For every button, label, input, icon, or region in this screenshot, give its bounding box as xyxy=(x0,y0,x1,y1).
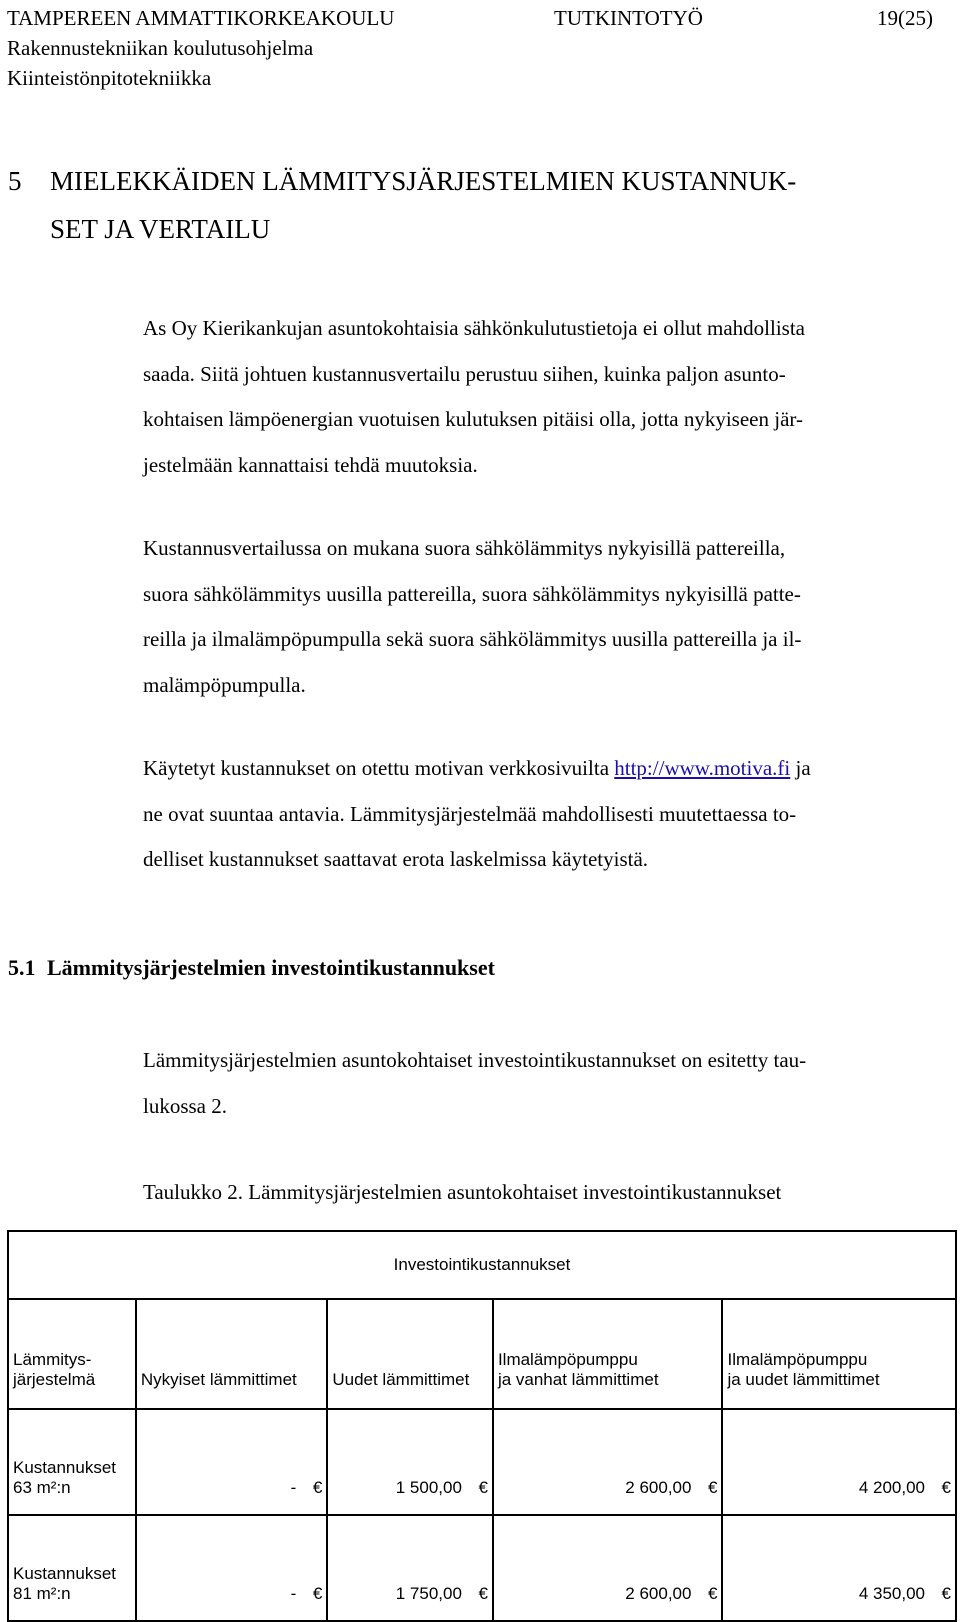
investment-cost-table xyxy=(7,1230,957,1622)
value-cell: 1 500,00 € xyxy=(327,1409,493,1515)
paragraph-1-line: saada. Siitä johtuen kustannusvertailu perustuu siihen, kuinka paljon asunto- xyxy=(143,362,786,386)
header-doc-type: TUTKINTOTYÖ xyxy=(554,6,703,30)
table-row xyxy=(8,1515,956,1621)
header-cell-system: Lämmitys- järjestelmä xyxy=(8,1299,136,1409)
table-title-row xyxy=(8,1231,956,1299)
subsection-text-line: lukossa 2. xyxy=(143,1094,227,1118)
header-cell-heatpump-old: Ilmalämpöpumppu ja vanhat lämmittimet xyxy=(493,1299,723,1409)
value-cell: 4 200,00 € xyxy=(722,1409,956,1515)
paragraph-2-line: Kustannusvertailussa on mukana suora sähkölämmitys nykyisillä pattereilla, xyxy=(143,536,786,560)
table-header-row xyxy=(8,1299,956,1409)
motiva-link[interactable]: http://www.motiva.fi xyxy=(614,756,791,780)
header-cell-heatpump-new: Ilmalämpöpumppu ja uudet lämmittimet xyxy=(722,1299,956,1409)
section-5-heading-line2: SET JA VERTAILU xyxy=(50,214,271,244)
table-row xyxy=(8,1409,956,1515)
subsection-number: 5.1 xyxy=(8,955,36,980)
subsection-title: Lämmitysjärjestelmien investointikustannukset xyxy=(47,955,495,980)
paragraph-2-line: malämpöpumpulla. xyxy=(143,673,306,697)
value-cell: 4 350,00 € xyxy=(722,1515,956,1621)
paragraph-3-text: Käytetyt kustannukset on otettu motivan verkkosivuilta xyxy=(143,756,615,780)
header-specialization: Kiinteistönpitotekniikka xyxy=(7,66,212,90)
header-program: Rakennustekniikan koulutusohjelma xyxy=(7,36,314,60)
paragraph-2-line: reilla ja ilmalämpöpumpulla sekä suora sähkölämmitys uusilla pattereilla ja il- xyxy=(143,627,802,651)
section-5-1-heading xyxy=(8,955,495,981)
row-label: Kustannukset 63 m²:n xyxy=(8,1409,136,1515)
paragraph-3-line: ne ovat suuntaa antavia. Lämmitysjärjestelmää mahdollisesti muutettaessa to- xyxy=(143,802,797,826)
subsection-text-line: Lämmitysjärjestelmien asuntokohtaiset investointikustannukset on esitetty tau- xyxy=(143,1048,807,1072)
header-page-number: 19(25) xyxy=(877,6,933,30)
value-cell: 2 600,00 € xyxy=(493,1515,723,1621)
section-5-heading-line1 xyxy=(8,166,958,206)
paragraph-1-line: kohtaisen lämpöenergian vuotuisen kulutuksen pitäisi olla, jotta nykyiseen jär- xyxy=(143,407,803,431)
paragraph-2-line: suora sähkölämmitys uusilla pattereilla, suora sähkölämmitys nykyisillä patte- xyxy=(143,582,801,606)
table-caption: Taulukko 2. Lämmitysjärjestelmien asuntokohtaiset investointikustannukset xyxy=(143,1180,782,1204)
section-title: MIELEKKÄIDEN LÄMMITYSJÄRJESTELMIEN KUSTANNUK- xyxy=(50,166,797,196)
value-cell: - € xyxy=(136,1515,327,1621)
table-title: Investointikustannukset xyxy=(8,1231,956,1299)
section-number: 5 xyxy=(8,166,22,196)
paragraph-3-text-end: ja xyxy=(790,756,811,780)
row-label: Kustannukset 81 m²:n xyxy=(8,1515,136,1621)
header-school: TAMPEREEN AMMATTIKORKEAKOULU xyxy=(7,6,395,30)
header-cell-new-heaters: Uudet lämmittimet xyxy=(327,1299,493,1409)
header-cell-current-heaters: Nykyiset lämmittimet xyxy=(136,1299,327,1409)
paragraph-3-line: delliset kustannukset saattavat erota laskelmissa käytetyistä. xyxy=(143,847,649,871)
value-cell: 2 600,00 € xyxy=(493,1409,723,1515)
value-cell: 1 750,00 € xyxy=(327,1515,493,1621)
paragraph-1-line: jestelmään kannattaisi tehdä muutoksia. xyxy=(143,453,478,477)
paragraph-3-line xyxy=(143,756,811,781)
value-cell: - € xyxy=(136,1409,327,1515)
paragraph-1-line: As Oy Kierikankujan asuntokohtaisia sähkönkulutustietoja ei ollut mahdollista xyxy=(143,316,805,340)
